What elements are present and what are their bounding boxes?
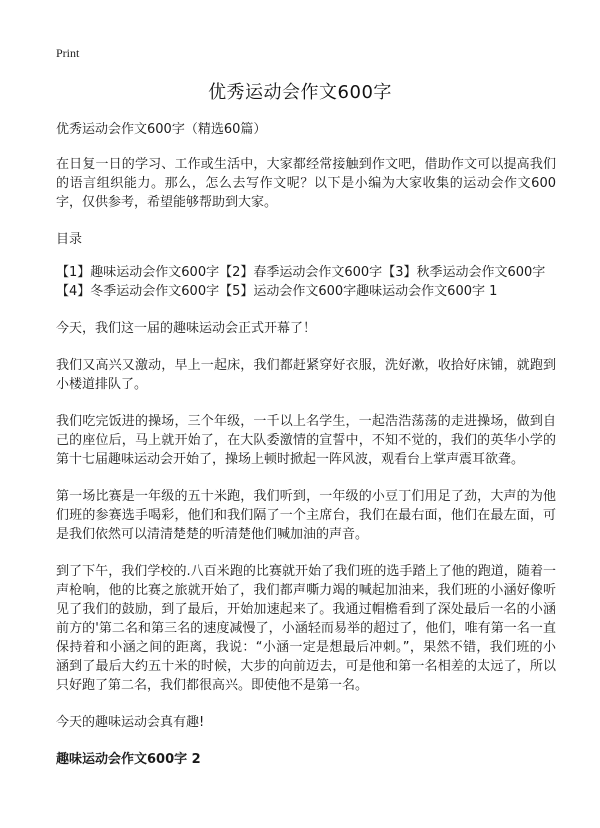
paragraph-4: 第一场比赛是一年级的五十米跑，我们听到，一年级的小豆丁们用足了劲，大声的为他们班的参赛选手喝彩，他们和我们隔了一个主席台，我们在最右面，他们在最左面，可是我们依然可以清清楚楚的听清楚他们喊加油的声音。 xyxy=(56,489,556,542)
table-of-contents xyxy=(56,263,556,301)
paragraph-3: 我们吃完饭进的操场，三个年级，一千以上名学生，一起浩浩荡荡的走进操场，做到自己的座位后，马上就开始了，在大队委激情的宣誓中，不知不觉的，我们的英华小学的第十七届趣味运动会开始了，操场上顿时掀起一阵风波，观看台上掌声震耳欲聋。 xyxy=(56,414,556,467)
article-subtitle: 优秀运动会作文600字（精选60篇） xyxy=(56,122,267,137)
page-title: 优秀运动会作文600字 xyxy=(208,82,392,103)
toc-item-3[interactable]: 【3】秋季运动会作文600字 xyxy=(382,265,546,280)
toc-item-5[interactable]: 【5】运动会作文600字趣味运动会作文600字 1 xyxy=(219,284,498,299)
toc-item-4[interactable]: 【4】冬季运动会作文600字 xyxy=(56,284,220,299)
toc-line-2 xyxy=(56,282,556,301)
toc-item-2[interactable]: 【2】春季运动会作文600字 xyxy=(219,265,383,280)
toc-line-1 xyxy=(56,263,556,282)
print-link[interactable]: Print xyxy=(56,46,80,60)
section-heading: 趣味运动会作文600字 2 xyxy=(56,752,201,767)
paragraph-6: 今天的趣味运动会真有趣! xyxy=(56,715,205,730)
article-body xyxy=(56,120,556,769)
intro-paragraph: 在日复一日的学习、工作或生活中，大家都经常接触到作文吧，借助作文可以提高我们的语言组织能力。那么，怎么去写作文呢？以下是小编为大家收集的运动会作文600字，仅供参考，希望能够帮助到大家。 xyxy=(56,157,556,210)
toc-item-1[interactable]: 【1】趣味运动会作文600字 xyxy=(56,265,220,280)
paragraph-1: 今天，我们这一届的趣味运动会正式开幕了！ xyxy=(56,321,317,336)
toc-heading: 目录 xyxy=(56,232,83,247)
paragraph-2: 我们又高兴又激动，早上一起床，我们都赶紧穿好衣服，洗好漱，收拾好床铺，就跑到小楼道排队了。 xyxy=(56,358,556,392)
paragraph-5: 到了下午，我们学校的.八百米跑的比赛就开始了我们班的选手踏上了他的跑道，随着一声枪响，他的比赛之旅就开始了，我们都声嘶力竭的喊起加油来，我们班的小涵好像听见了我们的鼓励，到了最后，开始加速起来了。我通过帽檐看到了深处最后一名的小涵前方的'第二名和第三名的速度减慢了，小涵轻而易举的超过了，他们，唯有第一名一直保持着和小涵之间的距离，我说：“小涵一定是想最后冲刺。”，果然不错，我们班的小涵到了最后大约五十米的时候，大步的向前迈去，可是他和第一名相差的太远了，所以只好跑了第二名，我们都很高兴。即使他不是第一名。 xyxy=(56,564,556,693)
